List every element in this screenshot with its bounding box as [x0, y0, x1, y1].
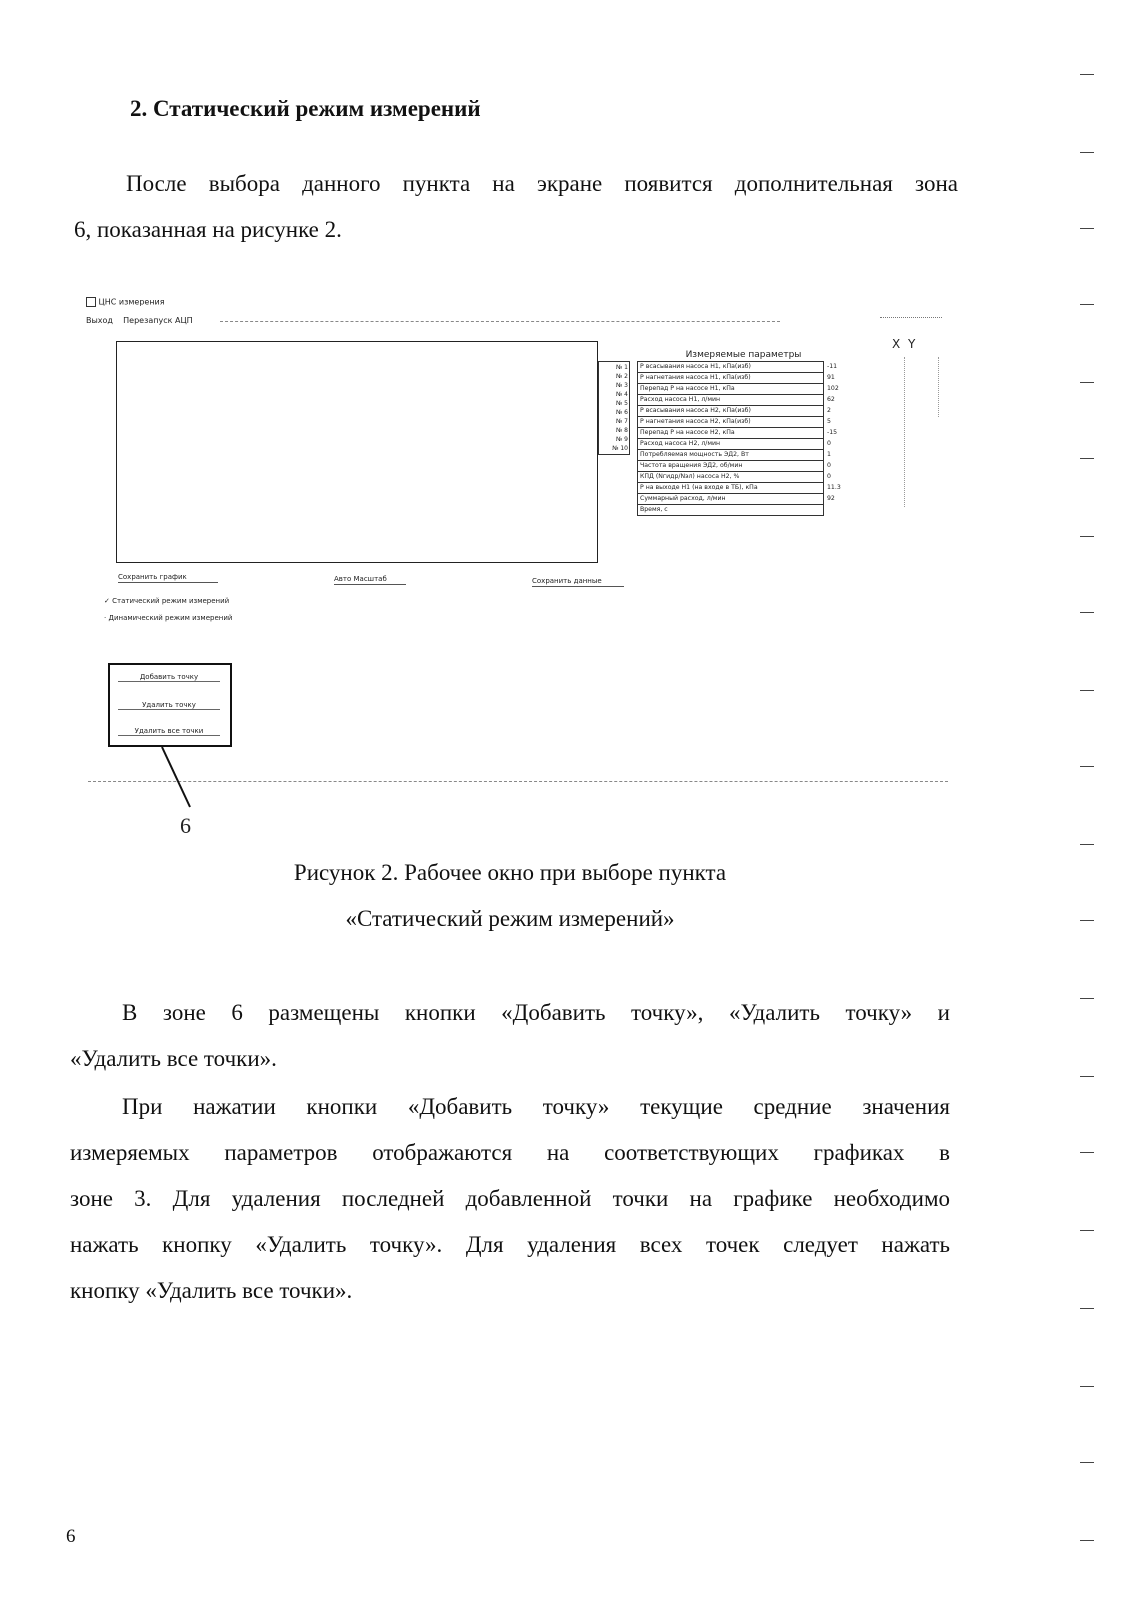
param-row: [638, 384, 850, 395]
intro-line-1: После выбора данного пункта на экране появится дополнительная зона: [126, 171, 958, 196]
param-row: [638, 417, 850, 428]
param-value: [824, 505, 850, 516]
param-row: [638, 494, 850, 505]
param-row: [638, 373, 850, 384]
figure-screenshot: [80, 285, 960, 838]
add-point-line-3: зоне 3. Для удаления последней добавленной точки на графике необходимо: [70, 1186, 950, 1211]
param-value: 0: [827, 462, 831, 469]
params-table: [637, 361, 850, 516]
zone-6-callout-line: [160, 745, 200, 809]
param-value: 91: [827, 374, 835, 381]
menu-item-restart-adc[interactable]: Перезапуск АЦП: [123, 316, 193, 325]
param-value: -11: [827, 363, 838, 370]
param-row: [638, 406, 850, 417]
channel-item[interactable]: № 9: [616, 436, 628, 443]
scan-margin-mark: [1080, 1152, 1094, 1153]
param-name: Р всасывания насоса Н1, кПа(изб): [638, 362, 824, 373]
param-row: [638, 450, 850, 461]
menu-item-exit[interactable]: Выход: [86, 316, 113, 325]
channel-item[interactable]: № 10: [612, 445, 628, 452]
param-row: [638, 483, 850, 494]
menu-bar: [86, 316, 193, 325]
channel-item[interactable]: № 3: [616, 382, 628, 389]
channel-item[interactable]: № 2: [616, 373, 628, 380]
scan-margin-mark: [1080, 1076, 1094, 1077]
zone6-line-2: «Удалить все точки».: [70, 1046, 277, 1071]
check-icon: ✓: [104, 597, 110, 605]
window-controls[interactable]: [880, 307, 942, 318]
param-value: 0: [827, 440, 831, 447]
save-graph-button[interactable]: Сохранить график: [118, 573, 218, 583]
param-value: -15: [827, 429, 838, 436]
param-value: 92: [827, 495, 835, 502]
radio-empty-icon: ·: [104, 614, 107, 622]
params-panel: [637, 350, 850, 516]
scan-margin-mark: [1080, 920, 1094, 921]
channel-item[interactable]: № 6: [616, 409, 628, 416]
delete-all-points-button[interactable]: Удалить все точки: [118, 727, 220, 736]
save-data-button[interactable]: Сохранить данные: [532, 577, 624, 587]
param-name: Потребляемая мощность ЭД2, Вт: [638, 450, 824, 461]
y-column-divider: [938, 357, 939, 417]
page-number: 6: [66, 1526, 76, 1547]
scan-margin-mark: [1080, 998, 1094, 999]
zone-6-panel: [108, 663, 232, 747]
scan-margin-mark: [1080, 536, 1094, 537]
intro-paragraph: [74, 161, 958, 253]
add-point-line-1: При нажатии кнопки «Добавить точку» текущие средние значения: [122, 1094, 950, 1119]
menu-divider: [220, 321, 780, 322]
param-value: 11.3: [827, 484, 841, 491]
channel-item[interactable]: № 1: [616, 364, 628, 371]
mode-dynamic-label: Динамический режим измерений: [108, 614, 233, 622]
scan-margin-mark: [1080, 1386, 1094, 1387]
param-name: Р нагнетания насоса Н2, кПа(изб): [638, 417, 824, 428]
mode-static-label: Статический режим измерений: [112, 597, 230, 605]
scan-margin-mark: [1080, 766, 1094, 767]
param-value: 5: [827, 418, 831, 425]
figure-caption-line-1: Рисунок 2. Рабочее окно при выборе пункта: [293, 860, 727, 885]
zone6-paragraph: [70, 990, 950, 1082]
param-row: [638, 395, 850, 406]
scan-margin-mark: [1080, 1540, 1094, 1541]
param-row: [638, 505, 850, 516]
param-name: КПД (Nгидр/Nэл) насоса Н2, %: [638, 472, 824, 483]
param-name: Время, с: [638, 505, 824, 516]
intro-line-2: 6, показанная на рисунке 2.: [74, 217, 342, 242]
params-title: Измеряемые параметры: [685, 350, 802, 360]
param-value: 102: [827, 385, 839, 392]
x-column-divider: [904, 357, 905, 507]
scan-margin-mark: [1080, 382, 1094, 383]
scan-margin-mark: [1080, 74, 1094, 75]
add-point-line-5: кнопку «Удалить все точки».: [70, 1278, 353, 1303]
delete-point-button[interactable]: Удалить точку: [118, 701, 220, 710]
window-title-bar: [86, 297, 165, 307]
channel-item[interactable]: № 5: [616, 400, 628, 407]
add-point-line-2: измеряемых параметров отображаются на соответствующих графиках в: [70, 1140, 950, 1165]
scan-margin-mark: [1080, 304, 1094, 305]
param-row: [638, 362, 850, 373]
add-point-paragraph: [70, 1084, 950, 1314]
channel-item[interactable]: № 7: [616, 418, 628, 425]
param-row: [638, 439, 850, 450]
param-name: Перепад Р на насосе Н2, кПа: [638, 428, 824, 439]
param-value: 62: [827, 396, 835, 403]
param-name: Перепад Р на насосе Н1, кПа: [638, 384, 824, 395]
param-value: 1: [827, 451, 831, 458]
param-value: 0: [827, 473, 831, 480]
param-name: Частота вращения ЭД2, об/мин: [638, 461, 824, 472]
scan-margin-mark: [1080, 844, 1094, 845]
graph-area[interactable]: [116, 341, 598, 563]
param-name: Р на выходе Н1 (на входе в ТБ), кПа: [638, 483, 824, 494]
param-row: [638, 472, 850, 483]
scan-margin-mark: [1080, 458, 1094, 459]
zone6-line-1: В зоне 6 размещены кнопки «Добавить точку», «Удалить точку» и: [122, 1000, 950, 1025]
scan-margin-mark: [1080, 1230, 1094, 1231]
figure-caption-line-2: «Статический режим измерений»: [345, 906, 675, 931]
scan-margin-mark: [1080, 1462, 1094, 1463]
param-value: 2: [827, 407, 831, 414]
param-name: Р нагнетания насоса Н1, кПа(изб): [638, 373, 824, 384]
param-name: Р всасывания насоса Н2, кПа(изб): [638, 406, 824, 417]
param-name: Суммарный расход, л/мин: [638, 494, 824, 505]
add-point-button[interactable]: Добавить точку: [118, 673, 220, 682]
window-bottom-edge: [88, 781, 948, 782]
param-name: Расход насоса Н2, л/мин: [638, 439, 824, 450]
section-heading: 2. Статический режим измерений: [130, 96, 481, 121]
scan-margin-mark: [1080, 228, 1094, 229]
auto-scale-button[interactable]: Авто Масштаб: [334, 575, 406, 585]
zone-6-label: 6: [180, 813, 191, 838]
add-point-line-4: нажать кнопку «Удалить точку». Для удаления всех точек следует нажать: [70, 1232, 950, 1257]
param-name: Расход насоса Н1, л/мин: [638, 395, 824, 406]
scan-margin-mark: [1080, 690, 1094, 691]
scan-margin-mark: [1080, 612, 1094, 613]
channel-item[interactable]: № 4: [616, 391, 628, 398]
app-icon: [86, 297, 96, 307]
param-row: [638, 461, 850, 472]
channel-checklist: [598, 361, 630, 455]
channel-item[interactable]: № 8: [616, 427, 628, 434]
param-row: [638, 428, 850, 439]
window-title: ЦНС измерения: [98, 297, 165, 307]
mode-static-radio[interactable]: [104, 597, 229, 605]
xy-header: X Y: [892, 337, 918, 351]
scan-margin-mark: [1080, 1308, 1094, 1309]
scan-margin-mark: [1080, 152, 1094, 153]
mode-dynamic-radio[interactable]: [104, 614, 232, 622]
